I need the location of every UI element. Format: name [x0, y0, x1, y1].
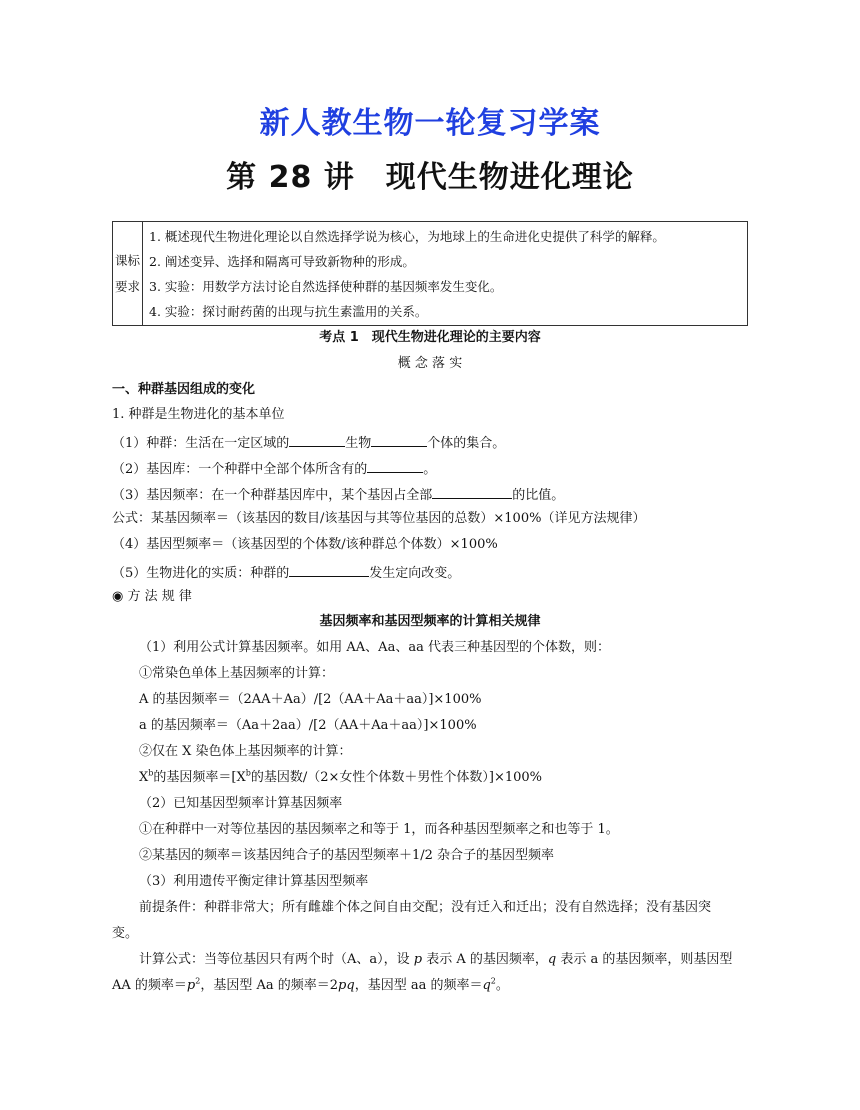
paragraph: ①在种群中一对等位基因的基因频率之和等于 1，而各种基因型频率之和也等于 1。 — [139, 822, 619, 837]
fill-blank[interactable] — [289, 432, 345, 447]
variable: p — [186, 978, 196, 993]
text: （1）种群：生活在一定区域的 — [112, 436, 290, 451]
main-title: 新人教生物一轮复习学案 — [259, 106, 601, 141]
requirement-item: 1. 概述现代生物进化理论以自然选择学说为核心，为地球上的生命进化史提供了科学的解释。 — [149, 229, 665, 244]
paragraph-formula-pq — [139, 951, 732, 969]
paragraph-evolution-essence — [112, 562, 460, 583]
text: （2）基因库：一个种群中全部个体所含有的 — [112, 462, 368, 477]
variable: p — [413, 952, 423, 967]
text: 表示 A 的基因频率， — [422, 952, 548, 967]
text: ，基因型 aa 的频率＝ — [354, 978, 483, 993]
text: ，基因型 Aa 的频率＝2 — [200, 978, 339, 993]
variable: pq — [338, 978, 355, 993]
text: X — [139, 770, 149, 785]
fill-blank[interactable] — [367, 458, 423, 473]
paragraph: （3）利用遗传平衡定律计算基因型频率 — [139, 874, 369, 889]
lecture-title: 第 28 讲 现代生物进化理论 — [226, 160, 634, 195]
paragraph-gene-pool — [112, 458, 436, 479]
fill-blank[interactable] — [371, 432, 427, 447]
requirement-item: 2. 阐述变异、选择和隔离可导致新物种的形成。 — [149, 254, 415, 269]
paragraph-population — [112, 432, 505, 453]
paragraph: （1）利用公式计算基因频率。如用 AA、Aa、aa 代表三种基因型的个体数，则： — [139, 640, 610, 655]
superscript: b — [245, 768, 251, 778]
curriculum-requirements-table — [112, 221, 748, 326]
text: 生物 — [345, 436, 372, 451]
superscript: 2 — [195, 976, 201, 986]
variable: q — [547, 952, 557, 967]
text: AA 的频率＝ — [112, 978, 187, 993]
text: 的比值。 — [512, 488, 565, 503]
paragraph: 变。 — [112, 926, 139, 941]
text: 的基因频率＝[X — [153, 770, 246, 785]
requirements-label-line2: 要求 — [114, 278, 140, 294]
fill-blank[interactable] — [432, 484, 512, 499]
text: （3）基因频率：在一个种群基因库中，某个基因占全部 — [112, 488, 433, 503]
paragraph-genotype-formula — [112, 977, 509, 995]
paragraph: ②仅在 X 染色体上基因频率的计算： — [139, 744, 352, 759]
paragraph: a 的基因频率＝（Aa＋2aa）/[2（AA＋Aa＋aa）]×100% — [139, 718, 477, 733]
paragraph: A 的基因频率＝（2AA＋Aa）/[2（AA＋Aa＋aa）]×100% — [139, 692, 482, 707]
method-heading: 基因频率和基因型频率的计算相关规律 — [319, 614, 541, 629]
text: 个体的集合。 — [427, 436, 506, 451]
method-title: ◉ 方 法 规 律 — [112, 589, 192, 604]
requirement-item: 3. 实验：用数学方法讨论自然选择使种群的基因频率发生变化。 — [149, 279, 503, 294]
text: 。 — [423, 462, 437, 477]
superscript: 2 — [490, 976, 496, 986]
concept-heading: 概 念 落 实 — [397, 356, 463, 371]
text: 表示 a 的基因频率，则基因型 — [556, 952, 733, 967]
paragraph-x-linked — [139, 769, 542, 787]
text: 发生定向改变。 — [369, 566, 461, 581]
requirements-list — [143, 222, 747, 325]
paragraph: （2）已知基因型频率计算基因频率 — [139, 796, 343, 811]
paragraph-genotype-frequency: （4）基因型频率＝（该基因型的个体数/该种群总个体数）×100% — [112, 537, 498, 552]
paragraph-gene-frequency — [112, 484, 564, 505]
paragraph: ②某基因的频率＝该基因纯合子的基因型频率＋1/2 杂合子的基因型频率 — [139, 848, 555, 863]
paragraph: 前提条件：种群非常大；所有雌雄个体之间自由交配；没有迁入和迁出；没有自然选择；没有基因突 — [139, 900, 712, 915]
paragraph: ①常染色单体上基因频率的计算： — [139, 666, 335, 681]
paragraph-formula: 公式：某基因频率＝（该基因的数目/该基因与其等位基因的总数）×100%（详见方法规律） — [112, 511, 646, 526]
kaodian-heading: 考点 1 现代生物进化理论的主要内容 — [319, 330, 541, 345]
requirement-item: 4. 实验：探讨耐药菌的出现与抗生素滥用的关系。 — [149, 304, 428, 319]
paragraph: 1. 种群是生物进化的基本单位 — [112, 407, 285, 422]
section-heading: 一、种群基因组成的变化 — [112, 382, 256, 397]
requirements-label-line1: 课标 — [114, 252, 140, 268]
text: 的基因数/（2×女性个体数＋男性个体数）]×100% — [250, 770, 543, 785]
fill-blank[interactable] — [289, 562, 369, 577]
requirements-label — [113, 222, 143, 325]
text: 计算公式：当等位基因只有两个时（A、a），设 — [139, 952, 414, 967]
text: （5）生物进化的实质：种群的 — [112, 566, 290, 581]
variable: q — [482, 978, 491, 993]
superscript: b — [148, 768, 154, 778]
text: 。 — [495, 978, 509, 993]
